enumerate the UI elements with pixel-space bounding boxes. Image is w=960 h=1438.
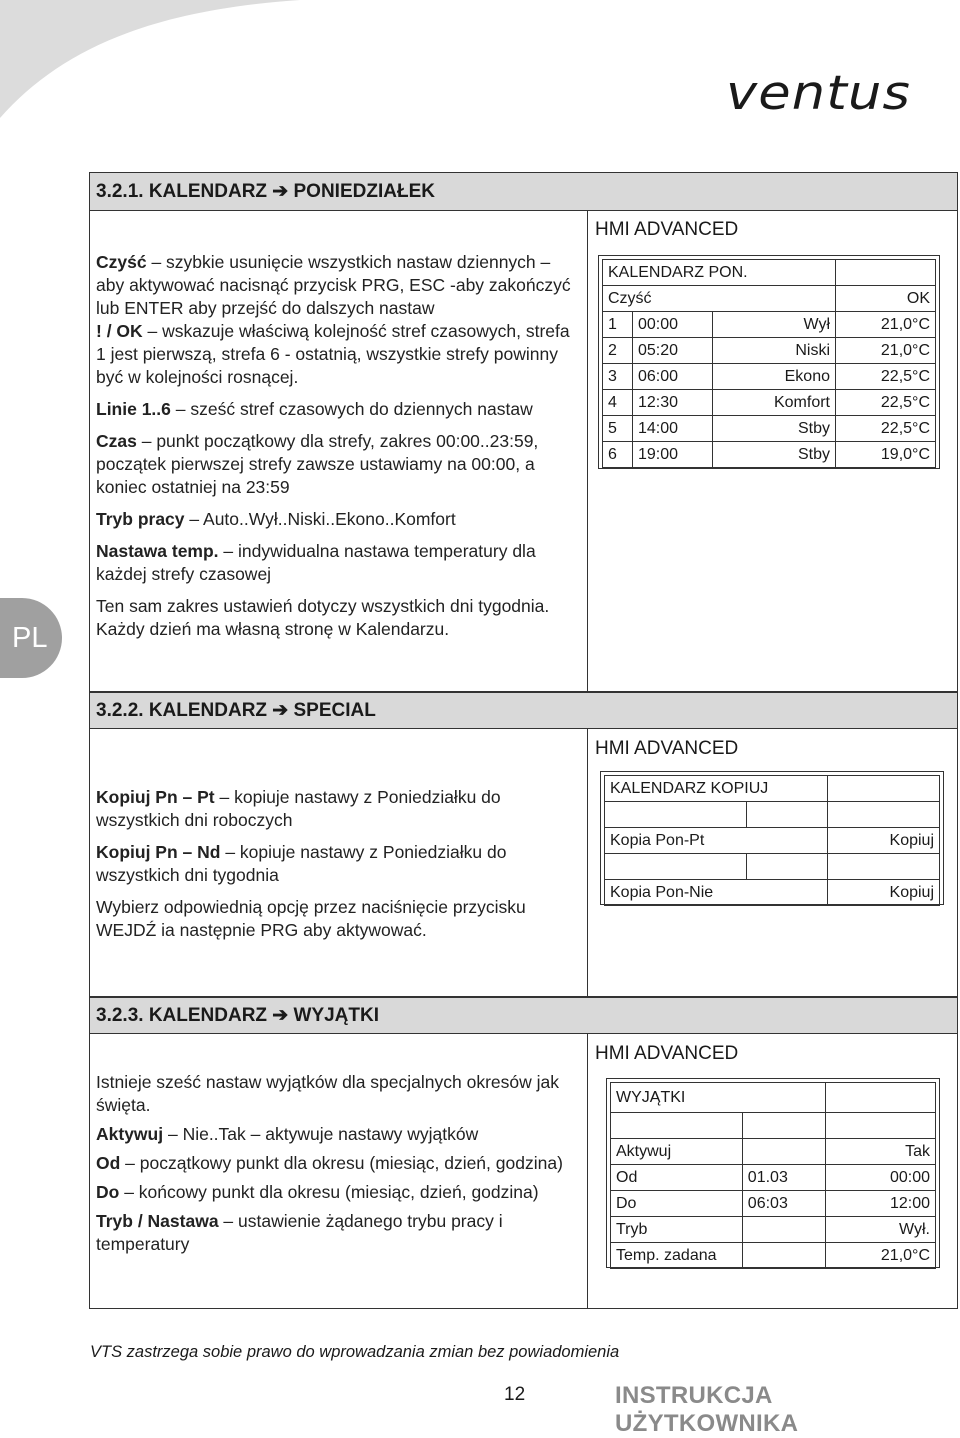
section-heading: 3.2.3. KALENDARZ ➔ WYJĄTKI xyxy=(90,998,957,1034)
table-row[interactable]: Tryb Wył. xyxy=(611,1217,936,1243)
paragraph: Nastawa temp. – indywidualna nastawa temperatury dla każdej strefy czasowej xyxy=(96,541,536,584)
table-row[interactable]: Aktywuj Tak xyxy=(611,1139,936,1165)
section3-text xyxy=(96,1071,581,1256)
section1-text xyxy=(96,251,581,641)
screen-title: WYJĄTKI xyxy=(611,1083,826,1113)
table-row: 1 00:00 Wył 21,0°C xyxy=(603,312,936,338)
clear-label: Czyść xyxy=(603,286,836,312)
column-divider xyxy=(587,1034,588,1308)
paragraph: Kopiuj Pn – Pt – kopiuje nastawy z Poniedziałku do wszystkich dni roboczych xyxy=(96,787,501,830)
table-row[interactable]: Temp. zadana 21,0°C xyxy=(611,1243,936,1269)
copy-weekdays-label: Kopia Pon-Pt xyxy=(605,828,828,854)
section-calendar-special xyxy=(89,692,958,997)
document-title: INSTRUKCJA UŻYTKOWNIKA xyxy=(615,1382,799,1437)
column-divider xyxy=(587,729,588,996)
section2-text xyxy=(96,786,581,942)
hmi-screen-calendar-copy xyxy=(604,775,940,906)
copy-weekdays-row[interactable] xyxy=(605,828,940,854)
paragraph: Aktywuj – Nie..Tak – aktywuje nastawy wyjątków xyxy=(96,1124,479,1144)
screen-title: KALENDARZ KOPIUJ xyxy=(605,776,828,802)
paragraph: Wybierz odpowiednią opcję przez naciśnięcie przycisku WEJDŹ ia następnie PRG aby aktywować. xyxy=(96,897,526,940)
section-heading: 3.2.2. KALENDARZ ➔ SPECIAL xyxy=(90,693,957,729)
corner-decoration xyxy=(0,0,300,120)
language-tab xyxy=(0,598,62,678)
paragraph: ! / OK – wskazuje właściwą kolejność stref czasowych, strefa 1 jest pierwszą, strefa 6 - ostatnią, wszystkie strefy powinny być w kolejności rosnącej. xyxy=(96,321,570,387)
section-calendar-monday xyxy=(89,172,958,692)
paragraph: Tryb pracy – Auto..Wył..Niski..Ekono..Komfort xyxy=(96,509,456,529)
paragraph: Czyść – szybkie usunięcie wszystkich nastaw dziennych – aby aktywować nacisnąć przycisk PRG, ESC -aby zakończyć lub ENTER aby przejść do dalszych nastaw xyxy=(96,252,571,318)
hmi-label: HMI ADVANCED xyxy=(595,738,739,759)
table-row: 6 19:00 Stby 19,0°C xyxy=(603,442,936,468)
table-row: 5 14:00 Stby 22,5°C xyxy=(603,416,936,442)
table-row[interactable]: Do 06:03 12:00 xyxy=(611,1191,936,1217)
footer-note: VTS zastrzega sobie prawo do wprowadzania zmian bez powiadomienia xyxy=(90,1343,620,1361)
table-row: 2 05:20 Niski 21,0°C xyxy=(603,338,936,364)
section-heading: 3.2.1. KALENDARZ ➔ PONIEDZIAŁEK xyxy=(90,173,957,211)
page-number: 12 xyxy=(504,1384,526,1405)
paragraph: Kopiuj Pn – Nd – kopiuje nastawy z Poniedziałku do wszystkich dni tygodnia xyxy=(96,842,507,885)
copy-week-action[interactable]: Kopiuj xyxy=(828,880,940,906)
column-divider xyxy=(587,211,588,691)
ventus-logo: ventus xyxy=(726,66,912,121)
hmi-screen-exceptions xyxy=(610,1082,936,1269)
paragraph: Do – końcowy punkt dla okresu (miesiąc, dzień, godzina) xyxy=(96,1182,539,1202)
table-row: 4 12:30 Komfort 22,5°C xyxy=(603,390,936,416)
hmi-label: HMI ADVANCED xyxy=(595,219,739,240)
paragraph: Ten sam zakres ustawień dotyczy wszystkich dni tygodnia. Każdy dzień ma własną stronę w Kalendarzu. xyxy=(96,596,550,639)
table-row: 3 06:00 Ekono 22,5°C xyxy=(603,364,936,390)
paragraph: Czas – punkt początkowy dla strefy, zakres 00:00..23:59, początek pierwszej strefy zawsze ustawiamy na 00:00, a koniec ostatniej na 23:59 xyxy=(96,431,539,497)
copy-week-row[interactable] xyxy=(605,880,940,906)
copy-weekdays-action[interactable]: Kopiuj xyxy=(828,828,940,854)
table-row[interactable]: Od 01.03 00:00 xyxy=(611,1165,936,1191)
section-calendar-exceptions xyxy=(89,997,958,1309)
paragraph: Tryb / Nastawa – ustawienie żądanego trybu pracy i temperatury xyxy=(96,1211,503,1254)
screen-title: KALENDARZ PON. xyxy=(603,260,836,286)
paragraph: Od – początkowy punkt dla okresu (miesiąc, dzień, godzina) xyxy=(96,1153,563,1173)
hmi-screen-calendar-monday xyxy=(602,259,936,468)
language-tab-label: PL xyxy=(12,622,48,654)
copy-week-label: Kopia Pon-Nie xyxy=(605,880,828,906)
status-ok: OK xyxy=(836,286,936,312)
paragraph: Istnieje sześć nastaw wyjątków dla specjalnych okresów jak święta. xyxy=(96,1072,559,1115)
paragraph: Linie 1..6 – sześć stref czasowych do dziennych nastaw xyxy=(96,399,533,419)
hmi-label: HMI ADVANCED xyxy=(595,1043,739,1064)
